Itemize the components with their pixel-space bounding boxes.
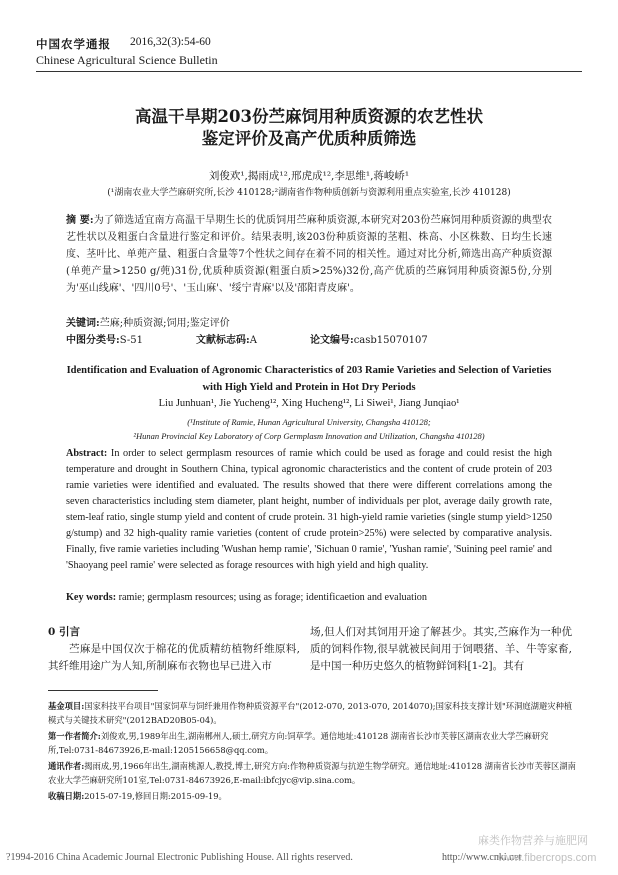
keywords-en-label: Key words: (66, 592, 117, 603)
keywords-cn (66, 314, 552, 329)
keywords-cn-label: 关键词: (66, 318, 100, 329)
footer-copyright: ?1994-2016 China Academic Journal Electronic Publishing House. All rights reserved. (6, 852, 353, 863)
abstract-cn (66, 212, 552, 297)
abstract-en-label: Abstract: (66, 448, 108, 459)
title-cn-line1: 高温干旱期203份苎麻饲用种质资源的农艺性状 (135, 107, 483, 126)
paper-number: 论文编号:casb15070107 (310, 335, 428, 346)
clc-number: 中图分类号:S-51 (66, 335, 144, 346)
intro-left-column (48, 624, 300, 675)
intro-left-text: 苎麻是中国仅次于棉花的优质精纺植物纤维原料,其纤维用途广为人知,所制麻布衣物也早已进入市 (48, 643, 300, 672)
authors-en: Liu Junhuan¹, Jie Yucheng¹², Xing Hucheng¹², Li Siwei¹, Jiang Junqiao¹ (158, 398, 460, 409)
affiliation-en-line2: ²Hunan Provincial Key Laboratory of Corp Germplasm Innovation and Utilization, Changsha 410128) (133, 431, 485, 441)
footnote-dates: 收稿日期:2015-07-19,修回日期:2015-09-19。 (48, 791, 227, 801)
header-divider (36, 71, 582, 72)
affiliation-en (36, 415, 582, 443)
footnote-first-author: 第一作者简介:刘俊欢,男,1989年出生,湖南郴州人,硕士,研究方向:饲草学。通信地址:410128 湖南省长沙市芙蓉区湖南农业大学苎麻研究所,Tel:0731-84673926,E-mail:1205156658@qq.com。 (48, 731, 549, 755)
keywords-cn-text: 苎麻;种质资源;饲用;鉴定评价 (99, 318, 230, 329)
footnotes (48, 699, 578, 805)
document-code: 文献标志码:A (196, 335, 257, 346)
title-cn-line2: 鉴定评价及高产优质种质筛选 (201, 129, 417, 148)
keywords-en-text: ramie; germplasm resources; using as forage; identificaetion and evaluation (118, 592, 427, 603)
abstract-cn-text: 为了筛选适宜南方高温干旱期生长的优质饲用苎麻种质资源,本研究对203份苎麻饲用种质资源的典型农艺性状以及粗蛋白含量进行鉴定和评价。结果表明,该203份种质资源的茎粗、株高、小区株数、日均生长速度、茎叶比、单蔸产量、粗蛋白含量等7个性状之间存在着不同的相关性。通过对比分析,筛选出高产种质资源(单蔸产量>1250 g/蔸)31份,优质种质资源(粗蛋白质>25%)32份,高产优质的苎麻饲用种质资源5份,分别为'巫山线麻'、'四川0号'、'玉山麻'、'绥宁青麻'以及'邵阳青皮麻'。 (66, 215, 552, 294)
footnote-fund: 基金项目:国家科技平台项目"国家饲草与饲纤兼用作物种质资源平台"(2012-070, 2013-070, 2014070);国家科技支撑计划"环洞庭湖避灾种植模式与关键技术研究"(2012BAD20B05-04)。 (48, 701, 573, 725)
intro-right-text: 场,但人们对其饲用开途了解甚少。其实,苎麻作为一种优质的饲料作物,很早就被民间用于饲喂猪、羊、牛等家畜,是中国一种历史悠久的植物鲜饲料[1-2]。其有 (310, 626, 572, 672)
title-en: Identification and Evaluation of Agronomic Characteristics of 203 Ramie Varieties and Selection of Varieties with High Yield and Protein in Hot Dry Periods (66, 365, 552, 393)
affiliation-cn: (¹湖南农业大学苎麻研究所,长沙 410128;²湖南省作物种质创新与资源利用重点实验室,长沙 410128) (107, 188, 511, 198)
footnote-corresponding: 通讯作者:揭雨成,男,1966年出生,湖南桃源人,教授,博士,研究方向:作物种质资源与抗逆生物学研究。通信地址:410128 湖南省长沙市芙蓉区湖南农业大学苎麻研究所101室,Tel:0731-84673926,E-mail:ibfcjyc@vip.sina.com。 (48, 761, 576, 785)
authors-cn: 刘俊欢¹,揭雨成¹²,邢虎成¹²,李思维¹,蒋峻峤¹ (208, 170, 410, 182)
intro-right-column (310, 624, 572, 675)
journal-name-en: Chinese Agricultural Science Bulletin (36, 53, 218, 67)
journal-issue: 2016,32(3):54-60 (130, 36, 211, 48)
keywords-en (66, 592, 552, 603)
watermark-cn: 麻类作物营养与施肥网 (478, 834, 588, 847)
abstract-en-text: In order to select germplasm resources of ramie which could be used as forage and could resist the high temperature and drought in Southern China, typical agronomic characteristics and the content of crude protein of 203 ramie varieties were identified and evaluated. The results showed that there were different correlations among the seven characteristics including stem diameter, plant height, number of individuals per plot, average daily growth rate, stem-leaf ratio, single stump yield and content of crude protein. 31 high-yield ramie varieties (single stump yield>1250 g/stump) and 32 high-quality ramie varieties (content of crude protein>25%) were selected by comparative analysis. Finally, five ramie varieties including 'Wushan hemp ramie', 'Sichuan 0 ramie', 'Yushan ramie', 'Suining peel ramie' and 'Shaoyang peel ramie' were selected as forage resources with high yield and high quality. (66, 448, 553, 571)
abstract-en (66, 446, 552, 574)
watermark-url: www.fibercrops.com (498, 852, 597, 864)
intro-heading: 0 引言 (48, 626, 80, 638)
footnote-divider (48, 690, 158, 691)
abstract-cn-label: 摘 要: (66, 215, 94, 226)
footer-url[interactable]: http://www.cnki.net (442, 852, 522, 863)
affiliation-en-line1: (¹Institute of Ramie, Hunan Agricultural University, Changsha 410128; (187, 417, 431, 427)
journal-name-cn: 中国农学通报 (36, 37, 111, 51)
